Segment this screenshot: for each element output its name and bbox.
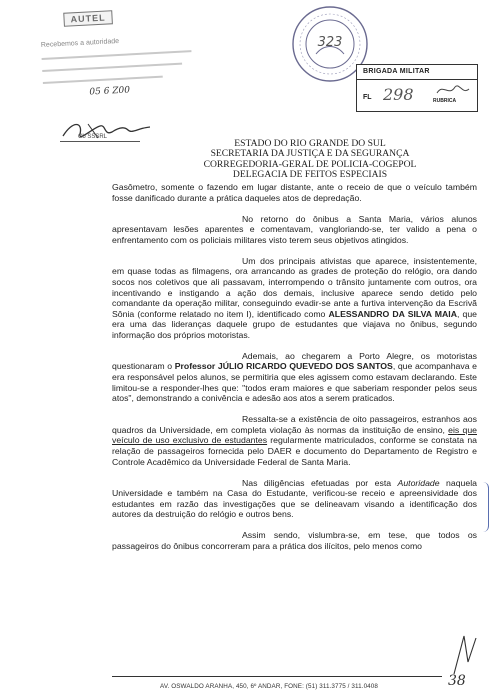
underlined-text: eis que veículo de uso exclusivo de estudantes xyxy=(112,424,477,446)
header-line: SECRETARIA DA JUSTIÇA E DA SEGURANÇA xyxy=(210,148,410,160)
paragraph xyxy=(112,414,477,467)
paragraph: Assim sendo, vislumbra-se, em tese, que todos os passageiros do ônibus concorreram para a prática dos ilícitos, pelo menos como xyxy=(112,530,477,551)
stamp-faded-line xyxy=(42,50,192,60)
stamp-line: Recebemos a autoridade xyxy=(40,37,120,50)
stamp-faded-line xyxy=(43,76,163,84)
document-header xyxy=(145,139,475,181)
paragraph-text: naquela Universidade e também na Casa do Estudante, verificou-se receio e apreensividade dos estudantes em razão das investigações que se delineavam visando a identificação dos autores da destruição do relógio e outros bens. xyxy=(112,477,477,520)
paragraph-text: , que era uma das lideranças daquele grupo de estudantes que viajava no ônibus, segundo informação dos próprios motoristas. xyxy=(112,308,477,340)
paragraph-text: Um dos principais ativistas que aparece, insistentemente, em quase todas as filmagens, ora arrancando as grades de proteção do relógio, ora dando socos nos coletivos que ali passavam, interrompendo o trânsito juntamente com outros, ora incentivando e instigando a ação dos demais, inclusive aparece sendo detido pelo comandante da operação militar, conseguindo evadir-se ante a furtiva intervenção da Escrivã Sônia (conforme relatado no item I), identificado como xyxy=(112,255,477,319)
brigada-page-box xyxy=(356,64,478,112)
person-name: Professor JÚLIO RICARDO QUEVEDO DOS SANTOS xyxy=(174,361,393,372)
header-line: ESTADO DO RIO GRANDE DO SUL xyxy=(234,138,386,149)
folio-number: 298 xyxy=(383,85,414,104)
stamp-date: 05 6 Z00 xyxy=(89,85,131,98)
signature-name: Cb SSSRL xyxy=(78,134,108,140)
header-line: CORREGEDORIA-GERAL DE POLICIA-COGEPOL xyxy=(203,158,417,170)
person-name: ALESSANDRO DA SILVA MAIA xyxy=(328,308,457,319)
signature-line xyxy=(60,141,140,142)
paragraph: Gasômetro, somente o fazendo em lugar distante, ante o receio de que o veículo também fosse danificado durante a prática daqueles atos de depredação. xyxy=(112,182,477,203)
paragraph-text: , que acompanhava e era responsável pelos alunos, se permitiria que eles agissem como estavam declarando. Este limitou-se a responder-lhes que: "todos eram maiores e que saberiam responder pelos seus atos", demonstrando a conivência e adesão aos atos a serem praticados. xyxy=(112,361,477,404)
page-number: 38 xyxy=(448,673,466,689)
italic-text: Autoridade xyxy=(397,477,440,488)
page-initial-scribble xyxy=(450,632,480,676)
stamp-faded-line xyxy=(42,63,182,72)
paragraph xyxy=(112,478,477,520)
header-line: DELEGACIA DE FEITOS ESPECIAIS xyxy=(232,169,388,181)
paragraph-text: Nas diligências efetuadas por esta xyxy=(242,477,398,488)
paragraph xyxy=(112,256,477,341)
footer-address: AV. OSWALDO ARANHA, 450, 6º ANDAR, FONE: (51) 311.3775 / 311.0408 xyxy=(160,683,378,690)
paragraph-text: regularmente matriculados, conforme se constata na relação de passageiros fornecida pelo DAER e documento do Departamento de Registro e Controle Acadêmico da Universidade Federal de Santa Maria. xyxy=(112,435,477,467)
reception-stamp xyxy=(25,3,211,124)
rubrica-label: RUBRICA xyxy=(433,98,457,104)
brigada-title: BRIGADA MILITAR xyxy=(363,68,430,75)
paragraph-text: Ademais, ao chegarem a Porto Alegre, os motoristas questionaram o xyxy=(112,350,477,372)
paragraph-text: Ressalta-se a existência de oito passageiros, estranhos aos quadros da Universidade, em completa violação às normas da instituição de ensino, xyxy=(112,414,477,435)
margin-bracket-mark xyxy=(480,482,489,532)
fl-label: FL xyxy=(363,94,372,101)
paragraph: No retorno do ônibus a Santa Maria, vários alunos apresentavam lesões aparentes e comentavam, vangloriando-se, ter valido a pena o enfrentamento com os policiais militares visto terem seus objetivos atingidos. xyxy=(112,213,477,245)
footer-rule xyxy=(112,676,442,677)
paragraph xyxy=(112,351,477,404)
stamp-header: AUTEL xyxy=(63,10,113,27)
document-body xyxy=(112,182,477,562)
divider xyxy=(357,79,477,80)
svg-text:323: 323 xyxy=(317,35,343,50)
rubrica-scribble xyxy=(435,83,471,97)
